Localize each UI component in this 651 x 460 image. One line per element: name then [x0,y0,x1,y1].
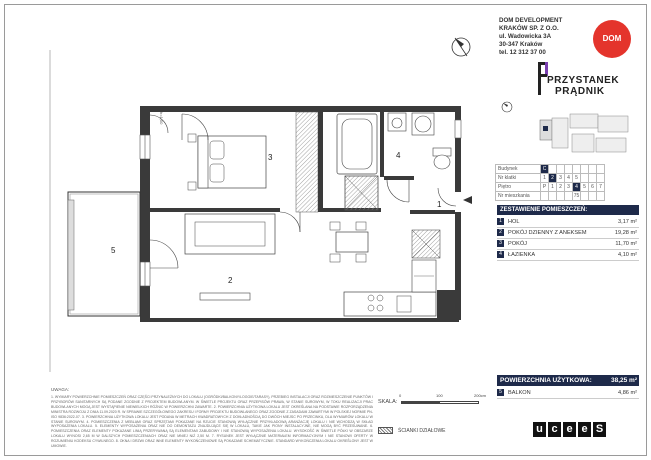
bathroom-fixtures [388,113,451,169]
balcony-area: 4,86 m² [618,390,637,396]
info-cell: 3 [557,174,565,183]
info-cell [589,174,597,183]
project-logo-line1: PRZYSTANEK [547,75,620,86]
info-label: Budynek [496,165,541,174]
room-area: 11,70 m² [615,241,637,247]
info-cell [597,174,605,183]
balcony-name: BALKON [508,390,531,396]
list-item [497,228,639,239]
bed [188,134,266,190]
company-phone: tel. 12 312 37 00 [499,49,546,56]
table-row [496,183,605,192]
height-note: h=1,00 [159,112,164,125]
compass-small-icon [501,101,513,113]
project-logo [538,60,618,100]
scale-tick-0: 0 [399,393,402,398]
info-cell [549,192,557,201]
room-num: 2 [497,229,504,236]
list-item [497,250,639,261]
room-num: 3 [497,240,504,247]
list-item [497,388,639,399]
brand-letter: S [593,422,606,437]
info-cell: 7 [597,183,605,192]
info-cell: 1 [549,183,557,192]
room-name: POKÓJ DZIENNY Z ANEKSEM [508,230,587,236]
unit-info-table [495,164,605,201]
notes-text: 1. WYMIARY POWIERZCHNIE POMIESZCZEŃ ORAZ CZĘŚCI PRZYNALEŻNYCH DO LOKALU (OGRÓDKI/BALKONY/LOGGIE/TARASY), PRZEBIEG INSTALACJI ORAZ ROZMIESZCZENIE PUNKTÓW I PRZYBORÓW SANITARNYCH SĄ PODANE ZGODNIE Z PROJEKTEM BUDOWLANYM. W ŚWIETLE PROJEKTU ORAZ PRZEPISÓW PRAWA, W STANIE SUROWYM, W TOKU REALIZACJI PRAC BUDOWLANYCH MOGĄ JEST WYSTĄPIENIE NIEWIELKICH RÓŻNIC W POWIERZCHNI ZAWARTE. 2. POWIERZCHNIA UŻYTKOWA LOKALU JEST OKREŚLANA NA PODSTAWIE ROZPORZĄDZENIA MINISTRA ROZWOJU Z DNIA 11.09.2020 R. W SPRAWIE SZCZEGÓŁOWEGO ZAKRESU I FORMY PROJEKTU BUDOWLANEGO ORAZ ZGODNIE Z ZASADAMI ZAWARTYMI W POLSKIEJ NORMIE PN-ISO 9836:2022-07. 3. POWIERZCHNIA UŻYTKOWA LOKALU JEST PODANA W METRACH KWADRATOWYCH Z DOKŁADNOŚCIĄ DO DWÓCH MIEJSC PO PRZECINKU, DLA WYMIARÓW LOKALU W STANIE SUROWYM. 4. POMIESZCZENIA Z MEBLAMI ORAZ SPRZĘTAMI POKAZANE NA RZUCIE STANOWIĄ WYŁĄCZNIE PRZYKŁADOWĄ ARANŻACJĘ LOKALU I NIE WCHODZĄ W SKŁAD WYPOSAŻENIA LOKALU. 5. ELEMENTY WYPOSAŻENIA ORAZ NIE DO DEMONTAŻU ZNAJDUJĄCE SIĘ W LOKALU, TAKIE JAK PIONY INSTALACYJNE, NIE MOGĄ BYĆ PRZESUWANE. 6. POMIESZCZENIA ORAZ ELEMENTY POKAZANE LINIĄ PRZERYWANĄ SĄ ELEMENTAMI ZABUDOWY I NIE STANOWIĄ WYPOSAŻENIA LOKALU. WYSOKOŚĆ W ŚWIETLE PÓŁKI W OBSZARZE LOKALU WYNOSI 2,65 M W DALSZYCH POMIESZCZENIACH ORAZ NIE MNIEJ NIŻ 2,50 M. 7. RYSUNEK JEST WYŁĄCZNIE MATERIAŁEM INFORMACYJNYM I NIE STANOWI OFERTY W ROZUMIENIU KODEKSU CYWILNEGO. 8. OKNA I DRZWI ORAZ INNE ELEMENTY WYKOŃCZENIOWE SĄ POKAZANE SCHEMATYCZNIE. STANDARD WYKOŃCZENIA LOKALU OKREŚLONY JEST W UMOWIE. [51,395,373,449]
room-name: POKÓJ [508,241,527,247]
room-num: 1 [497,218,504,225]
info-cell [581,174,589,183]
dining-table [330,222,368,262]
brand-letter: u [533,422,546,437]
brand-logo [533,419,613,439]
legend-hatch-swatch [378,427,393,434]
info-cell: P [541,183,549,192]
dom-logo: DOM [593,20,631,58]
room-area: 4,10 m² [618,252,637,258]
company-city: 30-347 Kraków [499,41,543,48]
rooms-header: ZESTAWIENIE POMIESZCZEŃ: [497,205,639,215]
balcony [68,192,140,316]
info-cell: 5 [573,174,581,183]
project-logo-line2: PRĄDNIK [555,86,605,97]
entry-arrow-icon [463,196,472,204]
info-cell: 2 [557,183,565,192]
info-cell: 4 [573,183,581,192]
kitchen [344,260,436,316]
info-cell [541,192,549,201]
info-cell: 2 [549,174,557,183]
sofa [185,214,275,254]
info-cell: 5 [581,183,589,192]
company-legal: KRAKÓW SP. Z O.O. [499,25,559,32]
info-cell: 4 [565,174,573,183]
info-cell [549,165,557,174]
info-cell [573,165,581,174]
info-cell: 6 [589,183,597,192]
info-cell [557,192,565,201]
info-label: Nr mieszkania [496,192,541,201]
balcony-num: 5 [497,389,504,396]
info-cell [589,165,597,174]
tv-cabinet [200,293,250,300]
table-row [496,174,605,183]
usable-area-value: 38,25 m² [610,377,637,384]
info-cell [589,192,597,201]
table-row [496,165,605,174]
company-name: DOM DEVELOPMENT [499,17,563,24]
room-label-2: 2 [228,276,233,285]
info-cell [565,165,573,174]
scale-label: SKALA: [378,399,398,405]
brand-letter: e [563,422,576,437]
rooms-list [497,217,639,261]
room-label-4: 4 [396,151,401,160]
info-cell: 1 [541,174,549,183]
info-cell [581,165,589,174]
bathtub [337,114,377,174]
balcony-row [497,388,639,399]
room-name: ŁAZIENKA [508,252,536,258]
notes-title: UWAGA: [51,387,70,392]
list-item [497,239,639,250]
info-cell: C [541,165,549,174]
info-cell: 3 [565,183,573,192]
info-cell: 75 [573,193,580,199]
building-key-plan [538,112,638,158]
room-name: HOL [508,219,520,225]
info-cell [597,192,605,201]
table-row [496,192,605,201]
usable-area-label: POWIERZCHNIA UŻYTKOWA: [500,377,592,384]
room-area: 3,17 m² [618,219,637,225]
room-num: 4 [497,251,504,258]
info-cell [581,192,589,201]
room-label-3: 3 [268,153,273,162]
info-cell [557,165,565,174]
room-label-1: 1 [437,200,442,209]
company-street: ul. Wadowicka 3A [499,33,552,40]
brand-letter: e [578,422,591,437]
scale-tick-1: 100 [436,393,443,398]
brand-letter: c [548,422,561,437]
list-item [497,217,639,228]
info-cell [565,192,573,201]
compass-icon [452,38,470,56]
room-area: 19,28 m² [614,230,637,236]
room-label-5: 5 [111,246,116,255]
info-label: Piętro [496,183,541,192]
info-label: Nr klatki [496,174,541,183]
legend-label: ŚCIANKI DZIAŁOWE [398,428,446,434]
info-cell [597,165,605,174]
scale-tick-2: 200cm [474,393,487,398]
scale-bar [401,401,479,404]
usable-area-bar [497,375,639,386]
